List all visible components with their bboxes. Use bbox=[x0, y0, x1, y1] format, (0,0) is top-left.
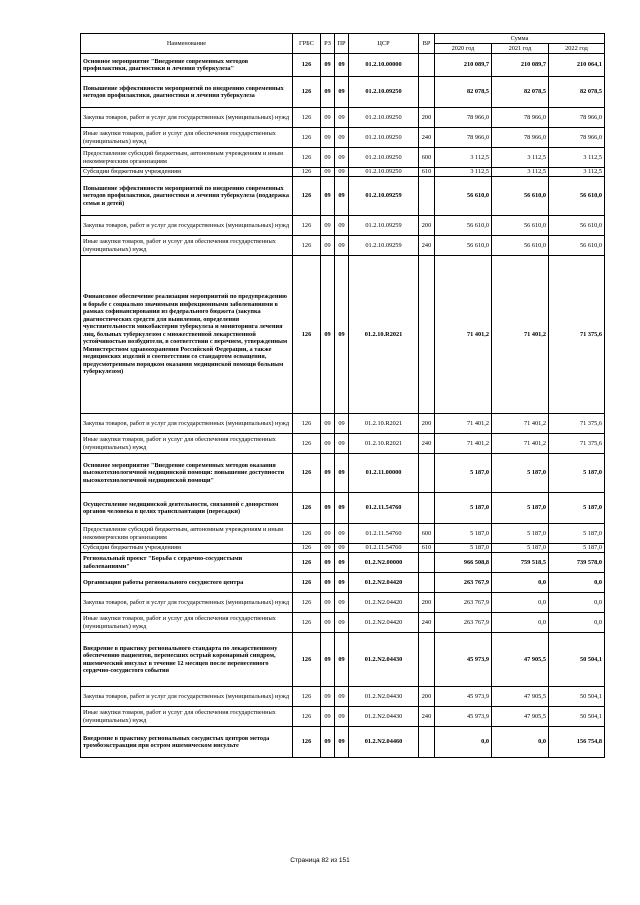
header-csr: ЦСР bbox=[349, 34, 419, 54]
cell-grbs: 126 bbox=[293, 414, 321, 434]
cell-sum-2022: 82 078,5 bbox=[549, 77, 605, 108]
cell-pr: 09 bbox=[335, 573, 349, 593]
cell-sum-2021: 56 610,0 bbox=[492, 177, 549, 216]
cell-vr bbox=[419, 177, 435, 216]
cell-rz: 09 bbox=[321, 593, 335, 613]
cell-name: Иные закупки товаров, работ и услуг для обеспечения государственных (муниципальных) нужд bbox=[81, 613, 293, 633]
cell-name: Региональный проект "Борьба с сердечно-сосудистыми заболеваниями" bbox=[81, 553, 293, 573]
cell-sum-2020: 56 610,0 bbox=[435, 177, 492, 216]
cell-sum-2020: 210 089,7 bbox=[435, 54, 492, 77]
cell-vr bbox=[419, 77, 435, 108]
cell-vr: 200 bbox=[419, 108, 435, 128]
cell-rz: 09 bbox=[321, 216, 335, 236]
table-row bbox=[81, 108, 605, 128]
cell-sum-2020: 5 187,0 bbox=[435, 524, 492, 544]
cell-rz: 09 bbox=[321, 256, 335, 414]
cell-sum-2020: 0,0 bbox=[435, 727, 492, 758]
cell-sum-2020: 78 966,0 bbox=[435, 108, 492, 128]
table-row bbox=[81, 148, 605, 168]
cell-grbs: 126 bbox=[293, 256, 321, 414]
cell-vr bbox=[419, 54, 435, 77]
table-row bbox=[81, 434, 605, 454]
cell-vr bbox=[419, 553, 435, 573]
cell-grbs: 126 bbox=[293, 493, 321, 524]
cell-sum-2021: 5 187,0 bbox=[492, 454, 549, 493]
cell-pr: 09 bbox=[335, 727, 349, 758]
cell-rz: 09 bbox=[321, 414, 335, 434]
cell-rz: 09 bbox=[321, 544, 335, 553]
cell-sum-2022: 3 112,5 bbox=[549, 148, 605, 168]
cell-vr: 240 bbox=[419, 707, 435, 727]
cell-name: Субсидии бюджетным учреждениям bbox=[81, 168, 293, 177]
table-row bbox=[81, 168, 605, 177]
cell-csr: 01.2.10.R2021 bbox=[349, 256, 419, 414]
cell-sum-2020: 263 767,9 bbox=[435, 613, 492, 633]
cell-sum-2022: 5 187,0 bbox=[549, 454, 605, 493]
cell-sum-2021: 71 401,2 bbox=[492, 256, 549, 414]
cell-rz: 09 bbox=[321, 613, 335, 633]
cell-vr: 200 bbox=[419, 687, 435, 707]
cell-pr: 09 bbox=[335, 553, 349, 573]
cell-csr: 01.2.N2.04420 bbox=[349, 613, 419, 633]
cell-pr: 09 bbox=[335, 414, 349, 434]
cell-sum-2020: 56 610,0 bbox=[435, 236, 492, 256]
cell-name: Внедрение в практику региональных сосудистых центров метода тромбоэкстракции при остром ишемическом инсульте bbox=[81, 727, 293, 758]
cell-pr: 09 bbox=[335, 77, 349, 108]
cell-sum-2021: 47 905,5 bbox=[492, 687, 549, 707]
cell-name: Внедрение в практику регионального стандарта по лекарственному обеспечению пациентов, перенесших острый коронарный синдром, ишемический инсульт в течение 12 месяцев после перенесенного сердечно-сосудистого события bbox=[81, 633, 293, 687]
cell-csr: 01.2.10.09259 bbox=[349, 236, 419, 256]
cell-sum-2021: 5 187,0 bbox=[492, 544, 549, 553]
cell-sum-2020: 45 973,9 bbox=[435, 707, 492, 727]
cell-rz: 09 bbox=[321, 108, 335, 128]
cell-sum-2020: 263 767,9 bbox=[435, 573, 492, 593]
cell-name: Основное мероприятие "Внедрение современных методов оказания высокотехнологичной медицинской помощи: повышение доступности высокотехнологичной медицинской помощи" bbox=[81, 454, 293, 493]
cell-csr: 01.2.11.00000 bbox=[349, 454, 419, 493]
cell-csr: 01.2.11.54760 bbox=[349, 493, 419, 524]
table-row bbox=[81, 553, 605, 573]
table-row bbox=[81, 707, 605, 727]
cell-sum-2022: 5 187,0 bbox=[549, 544, 605, 553]
cell-csr: 01.2.10.00000 bbox=[349, 54, 419, 77]
table-row bbox=[81, 77, 605, 108]
cell-rz: 09 bbox=[321, 633, 335, 687]
cell-name: Иные закупки товаров, работ и услуг для обеспечения государственных (муниципальных) нужд bbox=[81, 434, 293, 454]
cell-vr: 240 bbox=[419, 434, 435, 454]
budget-table-sheet bbox=[80, 33, 604, 758]
cell-sum-2021: 0,0 bbox=[492, 593, 549, 613]
cell-sum-2022: 56 610,0 bbox=[549, 177, 605, 216]
cell-grbs: 126 bbox=[293, 148, 321, 168]
cell-sum-2020: 78 966,0 bbox=[435, 128, 492, 148]
table-row bbox=[81, 493, 605, 524]
cell-sum-2022: 78 966,0 bbox=[549, 128, 605, 148]
cell-rz: 09 bbox=[321, 707, 335, 727]
cell-pr: 09 bbox=[335, 493, 349, 524]
table-row bbox=[81, 633, 605, 687]
cell-csr: 01.2.N2.04460 bbox=[349, 727, 419, 758]
cell-sum-2022: 50 504,1 bbox=[549, 687, 605, 707]
cell-name: Осуществление медицинской деятельности, связанной с донорством органов человека в целях трансплантации (пересадки) bbox=[81, 493, 293, 524]
cell-grbs: 126 bbox=[293, 633, 321, 687]
cell-sum-2022: 0,0 bbox=[549, 613, 605, 633]
table-row bbox=[81, 454, 605, 493]
cell-name: Закупка товаров, работ и услуг для государственных (муниципальных) нужд bbox=[81, 687, 293, 707]
cell-vr: 600 bbox=[419, 148, 435, 168]
cell-sum-2020: 45 973,9 bbox=[435, 633, 492, 687]
cell-sum-2022: 78 966,0 bbox=[549, 108, 605, 128]
cell-sum-2022: 56 610,0 bbox=[549, 236, 605, 256]
cell-sum-2022: 50 504,1 bbox=[549, 633, 605, 687]
cell-name: Организация работы регионального сосудистого центра bbox=[81, 573, 293, 593]
cell-grbs: 126 bbox=[293, 544, 321, 553]
cell-sum-2021: 56 610,0 bbox=[492, 216, 549, 236]
cell-rz: 09 bbox=[321, 493, 335, 524]
cell-pr: 09 bbox=[335, 256, 349, 414]
header-year-2020: 2020 год bbox=[435, 44, 492, 54]
cell-sum-2021: 56 610,0 bbox=[492, 236, 549, 256]
cell-name: Повышение эффективности мероприятий по внедрению современных методов профилактики, диагностики и лечения туберкулеза (поддержка семьи и детей) bbox=[81, 177, 293, 216]
cell-csr: 01.2.10.09250 bbox=[349, 148, 419, 168]
cell-grbs: 126 bbox=[293, 573, 321, 593]
cell-grbs: 126 bbox=[293, 216, 321, 236]
cell-grbs: 126 bbox=[293, 177, 321, 216]
cell-sum-2021: 71 401,2 bbox=[492, 434, 549, 454]
cell-vr bbox=[419, 454, 435, 493]
cell-sum-2022: 739 578,0 bbox=[549, 553, 605, 573]
cell-sum-2020: 71 401,2 bbox=[435, 434, 492, 454]
table-row bbox=[81, 613, 605, 633]
cell-rz: 09 bbox=[321, 168, 335, 177]
table-row bbox=[81, 216, 605, 236]
table-row bbox=[81, 236, 605, 256]
cell-sum-2021: 78 966,0 bbox=[492, 108, 549, 128]
cell-rz: 09 bbox=[321, 524, 335, 544]
cell-sum-2020: 82 078,5 bbox=[435, 77, 492, 108]
cell-csr: 01.2.10.09250 bbox=[349, 108, 419, 128]
cell-pr: 09 bbox=[335, 216, 349, 236]
cell-csr: 01.2.11.54760 bbox=[349, 544, 419, 553]
cell-rz: 09 bbox=[321, 454, 335, 493]
cell-sum-2020: 71 401,2 bbox=[435, 256, 492, 414]
page-number: Страница 82 из 151 bbox=[290, 857, 350, 864]
table-row bbox=[81, 687, 605, 707]
cell-sum-2022: 210 064,1 bbox=[549, 54, 605, 77]
cell-vr: 200 bbox=[419, 414, 435, 434]
cell-vr: 600 bbox=[419, 524, 435, 544]
cell-grbs: 126 bbox=[293, 168, 321, 177]
cell-rz: 09 bbox=[321, 128, 335, 148]
cell-sum-2022: 5 187,0 bbox=[549, 524, 605, 544]
cell-grbs: 126 bbox=[293, 434, 321, 454]
cell-csr: 01.2.10.09250 bbox=[349, 77, 419, 108]
table-row bbox=[81, 54, 605, 77]
cell-name: Закупка товаров, работ и услуг для государственных (муниципальных) нужд bbox=[81, 414, 293, 434]
cell-sum-2021: 71 401,2 bbox=[492, 414, 549, 434]
cell-grbs: 126 bbox=[293, 553, 321, 573]
cell-pr: 09 bbox=[335, 54, 349, 77]
cell-csr: 01.2.11.54760 bbox=[349, 524, 419, 544]
cell-sum-2022: 71 375,6 bbox=[549, 256, 605, 414]
cell-grbs: 126 bbox=[293, 236, 321, 256]
cell-sum-2021: 0,0 bbox=[492, 613, 549, 633]
cell-csr: 01.2.N2.04430 bbox=[349, 687, 419, 707]
header-grbs: ГРБС bbox=[293, 34, 321, 54]
cell-sum-2021: 3 112,5 bbox=[492, 168, 549, 177]
cell-rz: 09 bbox=[321, 434, 335, 454]
cell-pr: 09 bbox=[335, 108, 349, 128]
cell-rz: 09 bbox=[321, 687, 335, 707]
table-row bbox=[81, 593, 605, 613]
cell-sum-2020: 71 401,2 bbox=[435, 414, 492, 434]
cell-pr: 09 bbox=[335, 593, 349, 613]
header-year-2022: 2022 год bbox=[549, 44, 605, 54]
table-header-row bbox=[81, 34, 605, 44]
cell-sum-2022: 71 375,6 bbox=[549, 414, 605, 434]
cell-pr: 09 bbox=[335, 707, 349, 727]
cell-vr: 610 bbox=[419, 168, 435, 177]
cell-pr: 09 bbox=[335, 148, 349, 168]
cell-grbs: 126 bbox=[293, 524, 321, 544]
cell-csr: 01.2.N2.00000 bbox=[349, 553, 419, 573]
cell-grbs: 126 bbox=[293, 593, 321, 613]
cell-sum-2022: 3 112,5 bbox=[549, 168, 605, 177]
header-vr: ВР bbox=[419, 34, 435, 54]
cell-rz: 09 bbox=[321, 727, 335, 758]
cell-sum-2021: 82 078,5 bbox=[492, 77, 549, 108]
cell-sum-2020: 3 112,5 bbox=[435, 168, 492, 177]
cell-csr: 01.2.10.09250 bbox=[349, 128, 419, 148]
cell-grbs: 126 bbox=[293, 727, 321, 758]
cell-sum-2021: 47 905,5 bbox=[492, 707, 549, 727]
cell-vr: 200 bbox=[419, 593, 435, 613]
cell-pr: 09 bbox=[335, 236, 349, 256]
table-row bbox=[81, 544, 605, 553]
header-name: Наименование bbox=[81, 34, 293, 54]
cell-rz: 09 bbox=[321, 54, 335, 77]
cell-name: Предоставление субсидий бюджетным, автономным учреждениям и иным некоммерческим организациям bbox=[81, 524, 293, 544]
header-rz: РЗ bbox=[321, 34, 335, 54]
cell-sum-2021: 0,0 bbox=[492, 727, 549, 758]
cell-sum-2022: 156 754,8 bbox=[549, 727, 605, 758]
cell-vr bbox=[419, 573, 435, 593]
cell-vr: 240 bbox=[419, 613, 435, 633]
cell-vr bbox=[419, 493, 435, 524]
cell-sum-2020: 45 973,9 bbox=[435, 687, 492, 707]
cell-pr: 09 bbox=[335, 434, 349, 454]
cell-csr: 01.2.N2.04430 bbox=[349, 707, 419, 727]
cell-csr: 01.2.10.09259 bbox=[349, 177, 419, 216]
cell-sum-2020: 263 767,9 bbox=[435, 593, 492, 613]
cell-name: Финансовое обеспечение реализации мероприятий по предупреждению и борьбе с социально значимыми инфекционными заболеваниями в рамках софинансирования из федерального бюджета (закупка диагностических средств для выявления, определения чувствительности микобактерии туберкулеза и мониторинга лечения лиц, больных туберкулезом с множественной лекарственной устойчивостью возбудителя, в соответствии с перечнем, утвержденным Министерством здравоохранения Российской Федерации, а также медицинских изделий в соответствии со стандартом оснащения, предусмотренным порядком оказания медицинской помощи больным туберкулезом) bbox=[81, 256, 293, 414]
cell-sum-2021: 78 966,0 bbox=[492, 128, 549, 148]
cell-sum-2021: 210 089,7 bbox=[492, 54, 549, 77]
cell-sum-2021: 3 112,5 bbox=[492, 148, 549, 168]
cell-csr: 01.2.10.09250 bbox=[349, 168, 419, 177]
table-row bbox=[81, 524, 605, 544]
cell-sum-2022: 50 504,1 bbox=[549, 707, 605, 727]
table-row bbox=[81, 128, 605, 148]
cell-sum-2021: 0,0 bbox=[492, 573, 549, 593]
cell-vr: 240 bbox=[419, 236, 435, 256]
cell-rz: 09 bbox=[321, 553, 335, 573]
cell-sum-2022: 5 187,0 bbox=[549, 493, 605, 524]
cell-name: Повышение эффективности мероприятий по внедрению современных методов профилактики, диагностики и лечения туберкулеза bbox=[81, 77, 293, 108]
cell-rz: 09 bbox=[321, 573, 335, 593]
cell-pr: 09 bbox=[335, 613, 349, 633]
cell-sum-2020: 5 187,0 bbox=[435, 544, 492, 553]
cell-vr bbox=[419, 633, 435, 687]
cell-sum-2022: 0,0 bbox=[549, 593, 605, 613]
header-year-2021: 2021 год bbox=[492, 44, 549, 54]
cell-csr: 01.2.10.R2021 bbox=[349, 434, 419, 454]
cell-sum-2021: 5 187,0 bbox=[492, 493, 549, 524]
cell-sum-2022: 56 610,0 bbox=[549, 216, 605, 236]
table-row bbox=[81, 177, 605, 216]
cell-grbs: 126 bbox=[293, 128, 321, 148]
cell-sum-2021: 759 518,5 bbox=[492, 553, 549, 573]
cell-pr: 09 bbox=[335, 524, 349, 544]
cell-csr: 01.2.N2.04420 bbox=[349, 573, 419, 593]
cell-grbs: 126 bbox=[293, 54, 321, 77]
cell-name: Иные закупки товаров, работ и услуг для обеспечения государственных (муниципальных) нужд bbox=[81, 707, 293, 727]
cell-grbs: 126 bbox=[293, 613, 321, 633]
cell-grbs: 126 bbox=[293, 77, 321, 108]
cell-vr: 240 bbox=[419, 128, 435, 148]
cell-sum-2021: 5 187,0 bbox=[492, 524, 549, 544]
cell-pr: 09 bbox=[335, 687, 349, 707]
cell-name: Иные закупки товаров, работ и услуг для обеспечения государственных (муниципальных) нужд bbox=[81, 128, 293, 148]
cell-csr: 01.2.10.09259 bbox=[349, 216, 419, 236]
cell-sum-2020: 3 112,5 bbox=[435, 148, 492, 168]
cell-rz: 09 bbox=[321, 236, 335, 256]
cell-csr: 01.2.10.R2021 bbox=[349, 414, 419, 434]
table-row bbox=[81, 573, 605, 593]
cell-sum-2020: 56 610,0 bbox=[435, 216, 492, 236]
cell-rz: 09 bbox=[321, 148, 335, 168]
cell-pr: 09 bbox=[335, 128, 349, 148]
cell-name: Закупка товаров, работ и услуг для государственных (муниципальных) нужд bbox=[81, 108, 293, 128]
cell-pr: 09 bbox=[335, 633, 349, 687]
header-sum: Сумма bbox=[435, 34, 605, 44]
cell-rz: 09 bbox=[321, 77, 335, 108]
cell-sum-2022: 0,0 bbox=[549, 573, 605, 593]
cell-sum-2020: 5 187,0 bbox=[435, 493, 492, 524]
cell-name: Основное мероприятие "Внедрение современных методов профилактики, диагностики и лечения туберкулеза" bbox=[81, 54, 293, 77]
budget-table bbox=[80, 33, 605, 758]
cell-sum-2022: 71 375,6 bbox=[549, 434, 605, 454]
cell-grbs: 126 bbox=[293, 108, 321, 128]
cell-pr: 09 bbox=[335, 544, 349, 553]
cell-grbs: 126 bbox=[293, 454, 321, 493]
cell-name: Закупка товаров, работ и услуг для государственных (муниципальных) нужд bbox=[81, 216, 293, 236]
table-row bbox=[81, 256, 605, 414]
cell-vr bbox=[419, 727, 435, 758]
cell-name: Закупка товаров, работ и услуг для государственных (муниципальных) нужд bbox=[81, 593, 293, 613]
cell-pr: 09 bbox=[335, 177, 349, 216]
cell-name: Субсидии бюджетным учреждениям bbox=[81, 544, 293, 553]
table-row bbox=[81, 727, 605, 758]
table-row bbox=[81, 414, 605, 434]
cell-name: Предоставление субсидий бюджетным, автономным учреждениям и иным некоммерческим организациям bbox=[81, 148, 293, 168]
cell-sum-2020: 5 187,0 bbox=[435, 454, 492, 493]
cell-grbs: 126 bbox=[293, 707, 321, 727]
cell-pr: 09 bbox=[335, 454, 349, 493]
header-pr: ПР bbox=[335, 34, 349, 54]
cell-sum-2020: 966 508,8 bbox=[435, 553, 492, 573]
cell-rz: 09 bbox=[321, 177, 335, 216]
cell-grbs: 126 bbox=[293, 687, 321, 707]
cell-pr: 09 bbox=[335, 168, 349, 177]
cell-vr: 200 bbox=[419, 216, 435, 236]
cell-csr: 01.2.N2.04430 bbox=[349, 633, 419, 687]
cell-csr: 01.2.N2.04420 bbox=[349, 593, 419, 613]
cell-sum-2021: 47 905,5 bbox=[492, 633, 549, 687]
cell-name: Иные закупки товаров, работ и услуг для обеспечения государственных (муниципальных) нужд bbox=[81, 236, 293, 256]
cell-vr bbox=[419, 256, 435, 414]
cell-vr: 610 bbox=[419, 544, 435, 553]
